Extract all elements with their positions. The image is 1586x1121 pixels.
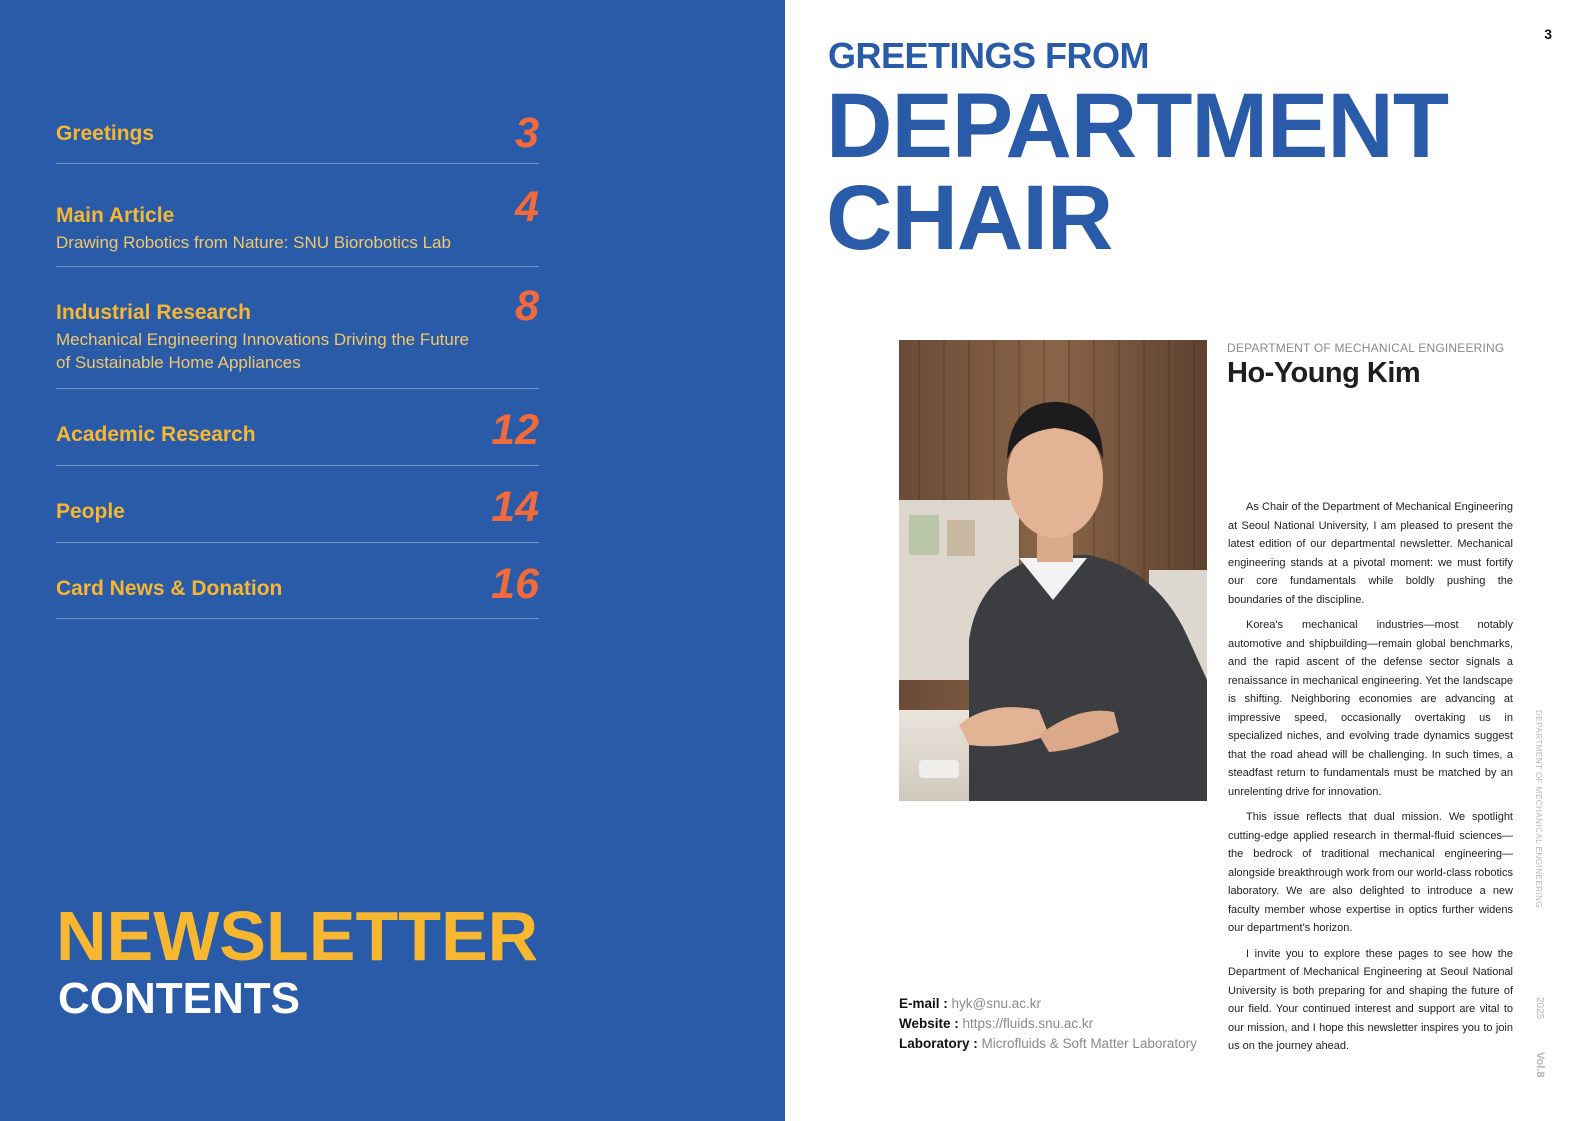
profile-name: Ho-Young Kim: [1227, 357, 1421, 389]
contact-label: E-mail :: [899, 996, 948, 1011]
toc-page: 3: [515, 109, 539, 157]
newsletter-title: NEWSLETTER: [56, 897, 539, 975]
toc-title: Greetings: [56, 122, 155, 145]
chair-portrait: [899, 340, 1207, 801]
heading-small: GREETINGS FROM: [828, 35, 1150, 76]
toc-page: 4: [515, 183, 539, 231]
toc-item-card-news[interactable]: [56, 543, 539, 619]
page-number: 3: [1544, 26, 1552, 42]
toc-item-academic-research[interactable]: [56, 389, 539, 466]
toc-title: Academic Research: [56, 423, 256, 446]
contact-info: [899, 994, 1197, 1054]
table-of-contents: [56, 100, 539, 619]
toc-page: 8: [515, 282, 539, 330]
letter-paragraph: I invite you to explore these pages to see how the Department of Mechanical Engineering at Seoul National University is both preparing for and shaping the future of our field. Your continued interest and support are vital to our mission, and I hope this newsletter inspires you to join us on the journey ahead.: [1228, 947, 1513, 1052]
letter-paragraph: This issue reflects that dual mission. We spotlight cutting-edge applied research in thermal-fluid sciences—the bedrock of traditional mechanical engineering—alongside breakthrough work from our world-class robotics laboratory. We are also delighted to introduce a new faculty member whose expertise in optics further widens our department's horizon.: [1228, 811, 1513, 934]
toc-page: 16: [491, 560, 539, 608]
contact-laboratory: [899, 1034, 1197, 1054]
contact-website: [899, 1014, 1197, 1034]
laboratory-value: Microfluids & Soft Matter Laboratory: [981, 1036, 1197, 1051]
profile-department: DEPARTMENT OF MECHANICAL ENGINEERING: [1227, 341, 1505, 355]
toc-title: People: [56, 500, 125, 523]
toc-title: Main Article: [56, 204, 175, 227]
email-link[interactable]: hyk@snu.ac.kr: [951, 996, 1042, 1011]
toc-title: Card News & Donation: [56, 577, 283, 600]
contact-label: Website :: [899, 1016, 959, 1031]
newsletter-subtitle: CONTENTS: [58, 974, 300, 1023]
letter-paragraph: As Chair of the Department of Mechanical Engineering at Seoul National University, I am pleased to present the latest edition of our departmental newsletter. Mechanical engineering stands at a pivotal moment: we must fortify our core fundamentals while boldly pushing the boundaries of the discipline.: [1228, 501, 1513, 606]
website-link[interactable]: https://fluids.snu.ac.kr: [962, 1016, 1094, 1031]
side-department: DEPARTMENT OF MECHANICAL ENGINEERING: [1534, 710, 1543, 909]
side-volume: Vol.8: [1534, 1052, 1546, 1078]
toc-item-people[interactable]: [56, 466, 539, 543]
toc-item-main-article[interactable]: [56, 164, 539, 267]
letter-paragraph: Korea's mechanical industries—most notably automotive and shipbuilding—remain global benchmarks, and the rapid ascent of the defense sector signals a renaissance in mechanical engineering. Yet the landscape is shifting. Neighboring economies are advancing at impressive speed, occasionally overtaking us in specialized niches, and evolving trade dynamics suggest that the road ahead will be challenging. In such times, a steadfast return to fundamentals must be matched by an unrelenting drive for innovation.: [1228, 619, 1513, 798]
side-year: 2025: [1534, 997, 1545, 1020]
toc-item-industrial-research[interactable]: [56, 267, 539, 389]
contact-email: [899, 994, 1197, 1014]
contact-label: Laboratory :: [899, 1036, 978, 1051]
toc-subtitle: Drawing Robotics from Nature: SNU Biorobotics Lab: [56, 233, 451, 252]
toc-page: 14: [491, 483, 539, 531]
toc-title: Industrial Research: [56, 301, 251, 324]
toc-subtitle: Mechanical Engineering Innovations Driving the Future of Sustainable Home Appliances: [56, 330, 469, 372]
toc-item-greetings[interactable]: [56, 100, 539, 164]
heading-line2: CHAIR: [826, 167, 1113, 269]
heading-line1: DEPARTMENT: [826, 75, 1449, 177]
toc-page: 12: [491, 406, 539, 454]
contents-panel: [0, 0, 785, 1121]
chair-letter: [1228, 498, 1513, 1063]
